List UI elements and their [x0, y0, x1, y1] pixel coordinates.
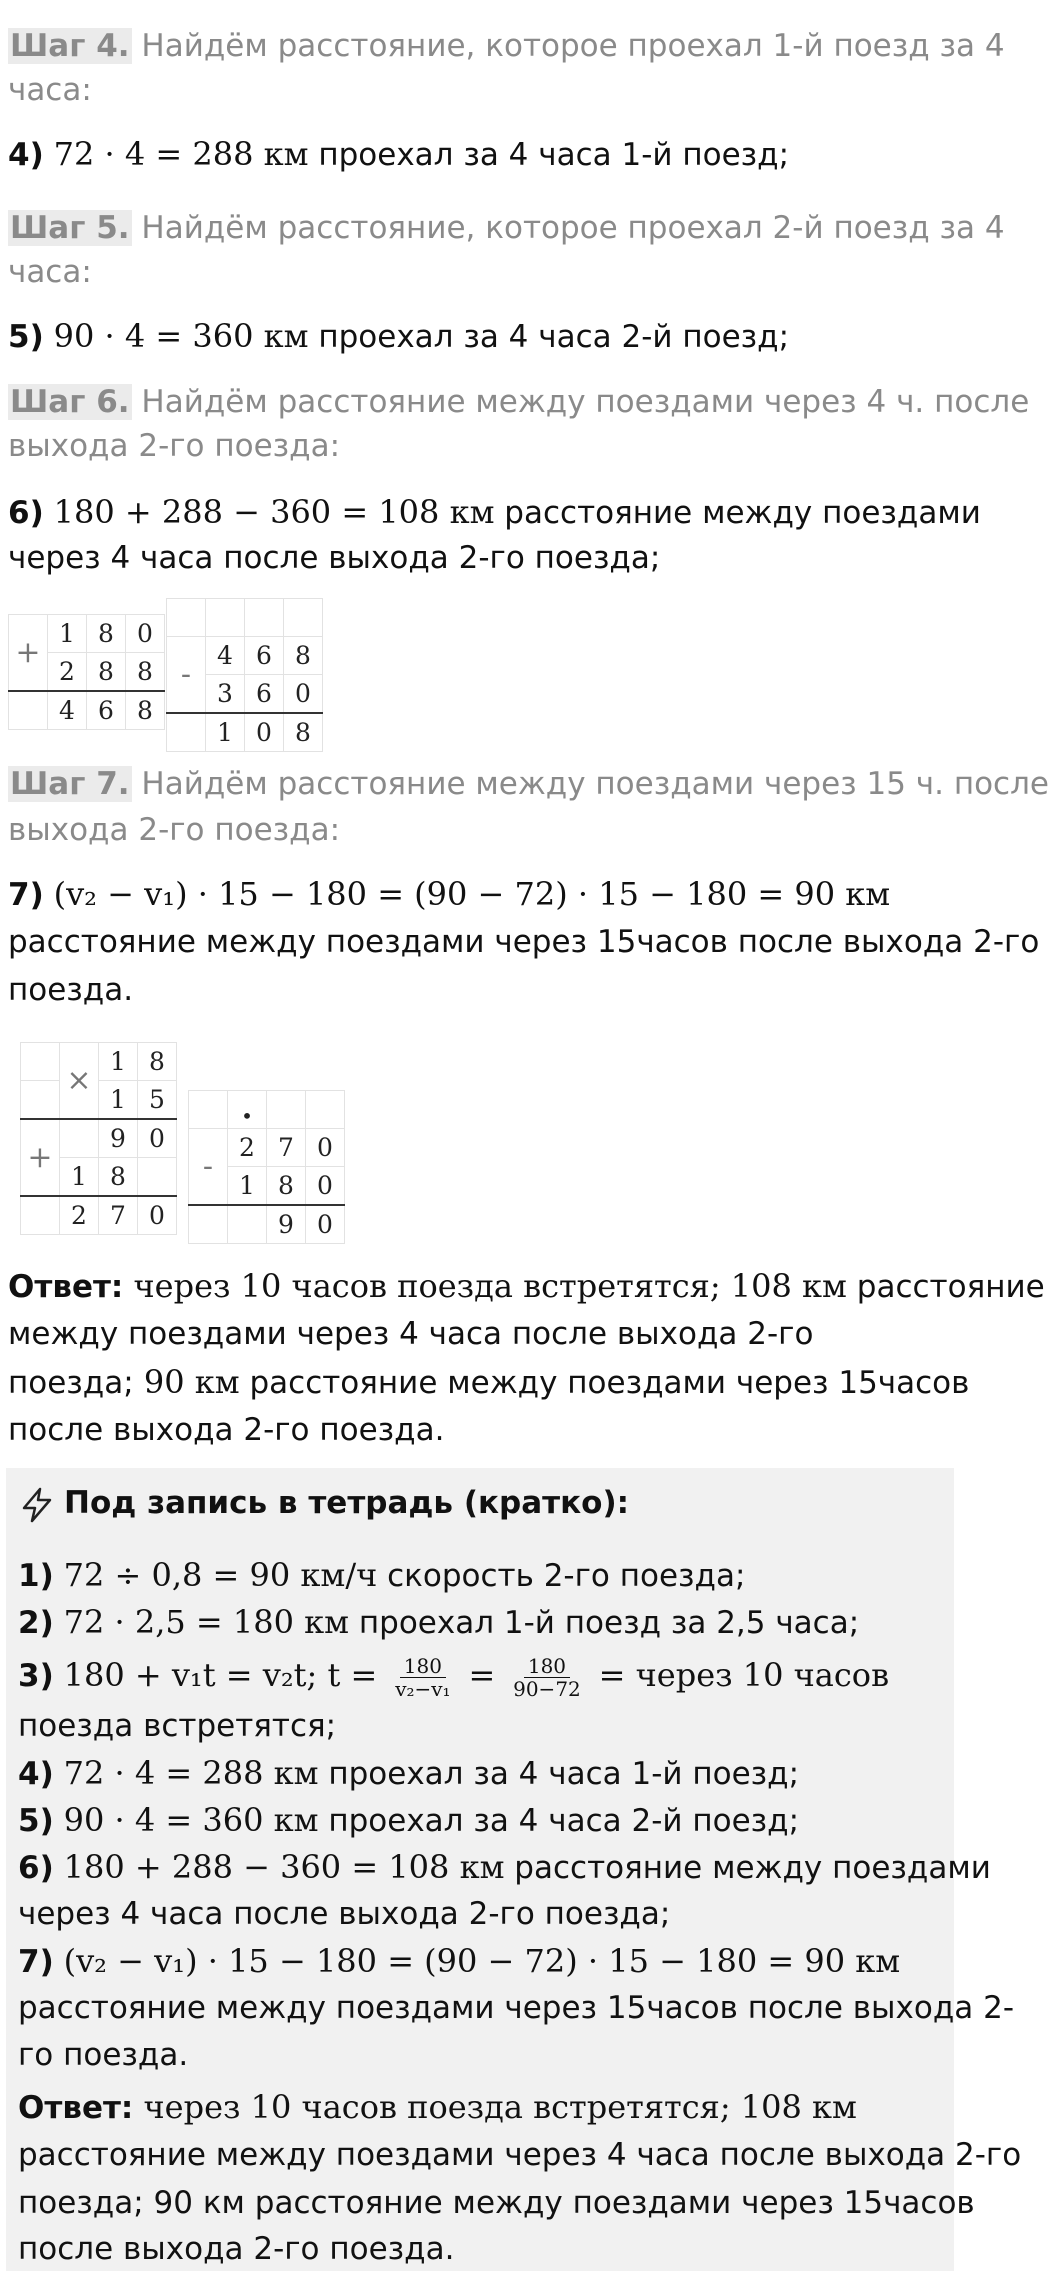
- formula: 72 ÷ 0,8 = 90 км/ч: [63, 1556, 378, 1594]
- digit: 0: [138, 1119, 177, 1158]
- item-number: 7): [8, 877, 44, 913]
- denominator: 90−72: [513, 1677, 581, 1701]
- summary-line-5: [18, 1797, 948, 1845]
- column-subtraction-grid-2: [188, 1090, 345, 1244]
- fraction: [509, 1655, 585, 1700]
- plus-sign: +: [9, 615, 48, 692]
- answer-label: Ответ:: [8, 1269, 124, 1305]
- solution-line-7: [8, 870, 956, 919]
- digit: 6: [87, 691, 126, 730]
- solution-line-5: [8, 312, 956, 361]
- digit: 6: [245, 675, 284, 714]
- solution-line-7-cont: [8, 918, 1040, 966]
- step-text: часа:: [8, 254, 92, 290]
- empty-cell: [189, 1205, 228, 1244]
- answer-label: Ответ:: [18, 2090, 134, 2126]
- answer-line-3: [8, 1358, 970, 1407]
- notebook-summary-box: [6, 1468, 1022, 2271]
- item-number: 1): [18, 1558, 54, 1594]
- line-text: расстояние между поездами через 15часов после выхода 2-го: [8, 924, 1040, 960]
- item-number: 5): [18, 1803, 54, 1839]
- summary-answer-line-4: [18, 2226, 948, 2273]
- formula: 72 · 4 = 288 км: [63, 1754, 319, 1792]
- empty-cell: [138, 1158, 177, 1197]
- digit: 1: [228, 1167, 267, 1206]
- item-number: 4): [8, 137, 44, 173]
- digit: 8: [126, 691, 165, 730]
- step-5-heading-cont: [8, 248, 956, 296]
- summary-line-1: [18, 1552, 948, 1600]
- digit: 0: [245, 713, 284, 752]
- empty-cell: [21, 1196, 60, 1235]
- answer-text: 90 км: [133, 1363, 240, 1401]
- line-text: через 4 часа после выхода 2-го поезда;: [18, 1896, 671, 1932]
- answer-text: между поездами через 4 часа после выхода 2-го: [8, 1316, 814, 1352]
- empty-cell: [60, 1119, 99, 1158]
- answer-text: через 10 часов поезда встретятся; 108 км: [133, 2088, 857, 2126]
- digit: 2: [48, 653, 87, 692]
- solution-line-6: [8, 488, 981, 537]
- empty-cell: [21, 1043, 60, 1081]
- formula: 90 · 4 = 360 км: [53, 317, 309, 355]
- equals-sign: =: [468, 1656, 496, 1694]
- digit: 8: [138, 1043, 177, 1081]
- formula: 180 + 288 − 360 = 108 км: [53, 493, 495, 531]
- empty-cell: [284, 599, 323, 637]
- line-text: проехал за 4 часа 2-й поезд;: [308, 319, 790, 355]
- line-text: через 4 часа после выхода 2-го поезда;: [8, 540, 661, 576]
- item-number: 2): [18, 1605, 54, 1641]
- digit: 2: [60, 1196, 99, 1235]
- line-text: проехал 1-й поезд за 2,5 часа;: [349, 1605, 860, 1641]
- digit: 5: [138, 1081, 177, 1120]
- line-text: скорость 2-го поезда;: [377, 1558, 746, 1594]
- item-number: 7): [18, 1944, 54, 1980]
- summary-line-2: [18, 1599, 948, 1647]
- summary-line-3-cont: [18, 1703, 948, 1750]
- summary-answer-line-1: [18, 2084, 948, 2132]
- step-text: часа:: [8, 72, 92, 108]
- empty-cell: [228, 1205, 267, 1244]
- step-text: Найдём расстояние между поездами через 4 ч. после: [141, 384, 1030, 420]
- digit: 0: [306, 1129, 345, 1167]
- digit: 8: [99, 1158, 138, 1197]
- step-text: Найдём расстояние, которое проехал 2-й поезд за 4: [141, 210, 1005, 246]
- solution-line-4: [8, 130, 956, 179]
- line-text: проехал за 4 часа 1-й поезд;: [308, 137, 790, 173]
- borrow-dot: •: [228, 1091, 267, 1129]
- item-number: 6): [8, 495, 44, 531]
- empty-cell: [245, 599, 284, 637]
- digit: 4: [48, 691, 87, 730]
- step-label: Шаг 7.: [10, 766, 130, 802]
- digit: 0: [138, 1196, 177, 1235]
- formula: (v₂ − v₁) · 15 − 180 = (90 − 72) · 15 − 180 = 90 км: [63, 1942, 901, 1980]
- line-text: расстояние между поездами: [494, 495, 981, 531]
- digit: 1: [99, 1081, 138, 1120]
- empty-cell: [206, 599, 245, 637]
- digit: 0: [126, 615, 165, 653]
- digit: 8: [87, 653, 126, 692]
- line-text: поезда встретятся;: [18, 1708, 337, 1744]
- answer-text: расстояние между поездами через 15часов: [239, 1365, 970, 1401]
- step-6-heading: [8, 378, 1030, 426]
- minus-sign: -: [167, 637, 206, 714]
- digit: 8: [87, 615, 126, 653]
- formula: 180 + 288 − 360 = 108 км: [63, 1848, 505, 1886]
- formula: = через 10 часов: [598, 1656, 890, 1694]
- empty-cell: [167, 599, 206, 637]
- column-subtraction-grid: [166, 598, 323, 752]
- step-7-heading-cont: [8, 806, 956, 854]
- empty-cell: [167, 713, 206, 752]
- summary-line-7-cont2: [18, 2032, 948, 2079]
- summary-line-6-cont: [18, 1891, 948, 1938]
- summary-line-7-cont: [18, 1985, 1015, 2032]
- digit: 4: [206, 637, 245, 675]
- step-label: Шаг 4.: [10, 28, 130, 64]
- item-number: 5): [8, 319, 44, 355]
- formula: 90 · 4 = 360 км: [63, 1801, 319, 1839]
- empty-cell: [21, 1081, 60, 1120]
- solution-line-7-cont2: [8, 966, 956, 1014]
- summary-line-7: [18, 1938, 948, 1986]
- answer-line-4: [8, 1406, 956, 1454]
- step-label: Шаг 5.: [10, 210, 130, 246]
- digit: 9: [99, 1119, 138, 1158]
- digit: 1: [206, 713, 245, 752]
- step-4-heading-cont: [8, 66, 956, 114]
- digit: 0: [306, 1167, 345, 1206]
- column-addition-grid: [8, 614, 165, 730]
- summary-title: [18, 1480, 948, 1527]
- digit: 2: [228, 1129, 267, 1167]
- plus-sign: +: [21, 1119, 60, 1196]
- summary-title-text: Под запись в тетрадь (кратко):: [64, 1485, 630, 1521]
- summary-answer-line-3: [18, 2180, 975, 2227]
- step-6-heading-cont: [8, 422, 956, 470]
- step-text: выхода 2-го поезда:: [8, 428, 341, 464]
- digit: 8: [284, 713, 323, 752]
- answer-text: после выхода 2-го поезда.: [18, 2231, 455, 2267]
- step-text: выхода 2-го поезда:: [8, 812, 341, 848]
- digit: 7: [267, 1129, 306, 1167]
- summary-line-4: [18, 1750, 948, 1798]
- line-text: го поезда.: [18, 2037, 189, 2073]
- summary-answer-line-2: [18, 2132, 1022, 2179]
- answer-line-1: [8, 1262, 1045, 1311]
- multiply-sign: ×: [60, 1043, 99, 1120]
- formula: 180 + v₁t = v₂t; t =: [63, 1656, 378, 1694]
- answer-text: поезда;: [8, 1365, 134, 1401]
- formula: 72 · 4 = 288 км: [53, 135, 309, 173]
- formula: 72 · 2,5 = 180 км: [63, 1603, 350, 1641]
- summary-line-6: [18, 1844, 991, 1892]
- answer-text: расстояние между поездами через 4 часа после выхода 2-го: [18, 2137, 1022, 2173]
- fraction: [391, 1655, 454, 1700]
- step-5-heading: [8, 204, 1005, 252]
- digit: 1: [48, 615, 87, 653]
- digit: 8: [284, 637, 323, 675]
- digit: 1: [60, 1158, 99, 1197]
- step-text: Найдём расстояние, которое проехал 1-й поезд за 4: [141, 28, 1005, 64]
- digit: 8: [126, 653, 165, 692]
- digit: 8: [267, 1167, 306, 1206]
- step-4-heading: [8, 22, 1005, 70]
- line-text: проехал за 4 часа 1-й поезд;: [318, 1756, 800, 1792]
- item-number: 4): [18, 1756, 54, 1792]
- numerator: 180: [400, 1655, 446, 1678]
- answer-text: через 10 часов поезда встретятся; 108 км: [123, 1267, 847, 1305]
- digit: 0: [284, 675, 323, 714]
- line-text: расстояние между поездами: [504, 1850, 991, 1886]
- digit: 0: [306, 1205, 345, 1244]
- formula: (v₂ − v₁) · 15 − 180 = (90 − 72) · 15 − 180 = 90 км: [53, 875, 891, 913]
- answer-text: поезда; 90 км расстояние между поездами через 15часов: [18, 2185, 975, 2221]
- step-7-heading: [8, 760, 1049, 808]
- item-number: 6): [18, 1850, 54, 1886]
- empty-cell: [189, 1091, 228, 1129]
- minus-sign: -: [189, 1129, 228, 1206]
- line-text: проехал за 4 часа 2-й поезд;: [318, 1803, 800, 1839]
- denominator: v₂−v₁: [395, 1677, 451, 1701]
- empty-cell: [306, 1091, 345, 1129]
- answer-text: расстояние: [846, 1269, 1045, 1305]
- digit: 7: [99, 1196, 138, 1235]
- digit: 3: [206, 675, 245, 714]
- summary-line-3: [18, 1652, 948, 1700]
- digit: 9: [267, 1205, 306, 1244]
- answer-line-2: [8, 1310, 956, 1358]
- empty-cell: [267, 1091, 306, 1129]
- empty-cell: [9, 691, 48, 730]
- lightning-icon: [18, 1486, 56, 1524]
- item-number: 3): [18, 1658, 54, 1694]
- line-text: расстояние между поездами через 15часов после выхода 2-: [18, 1990, 1015, 2026]
- line-text: поезда.: [8, 972, 134, 1008]
- step-text: Найдём расстояние между поездами через 15 ч. после: [141, 766, 1049, 802]
- digit: 6: [245, 637, 284, 675]
- numerator: 180: [524, 1655, 570, 1678]
- solution-line-6-cont: [8, 534, 956, 582]
- column-multiplication-grid: [20, 1042, 177, 1235]
- step-label: Шаг 6.: [10, 384, 130, 420]
- answer-text: после выхода 2-го поезда.: [8, 1412, 445, 1448]
- digit: 1: [99, 1043, 138, 1081]
